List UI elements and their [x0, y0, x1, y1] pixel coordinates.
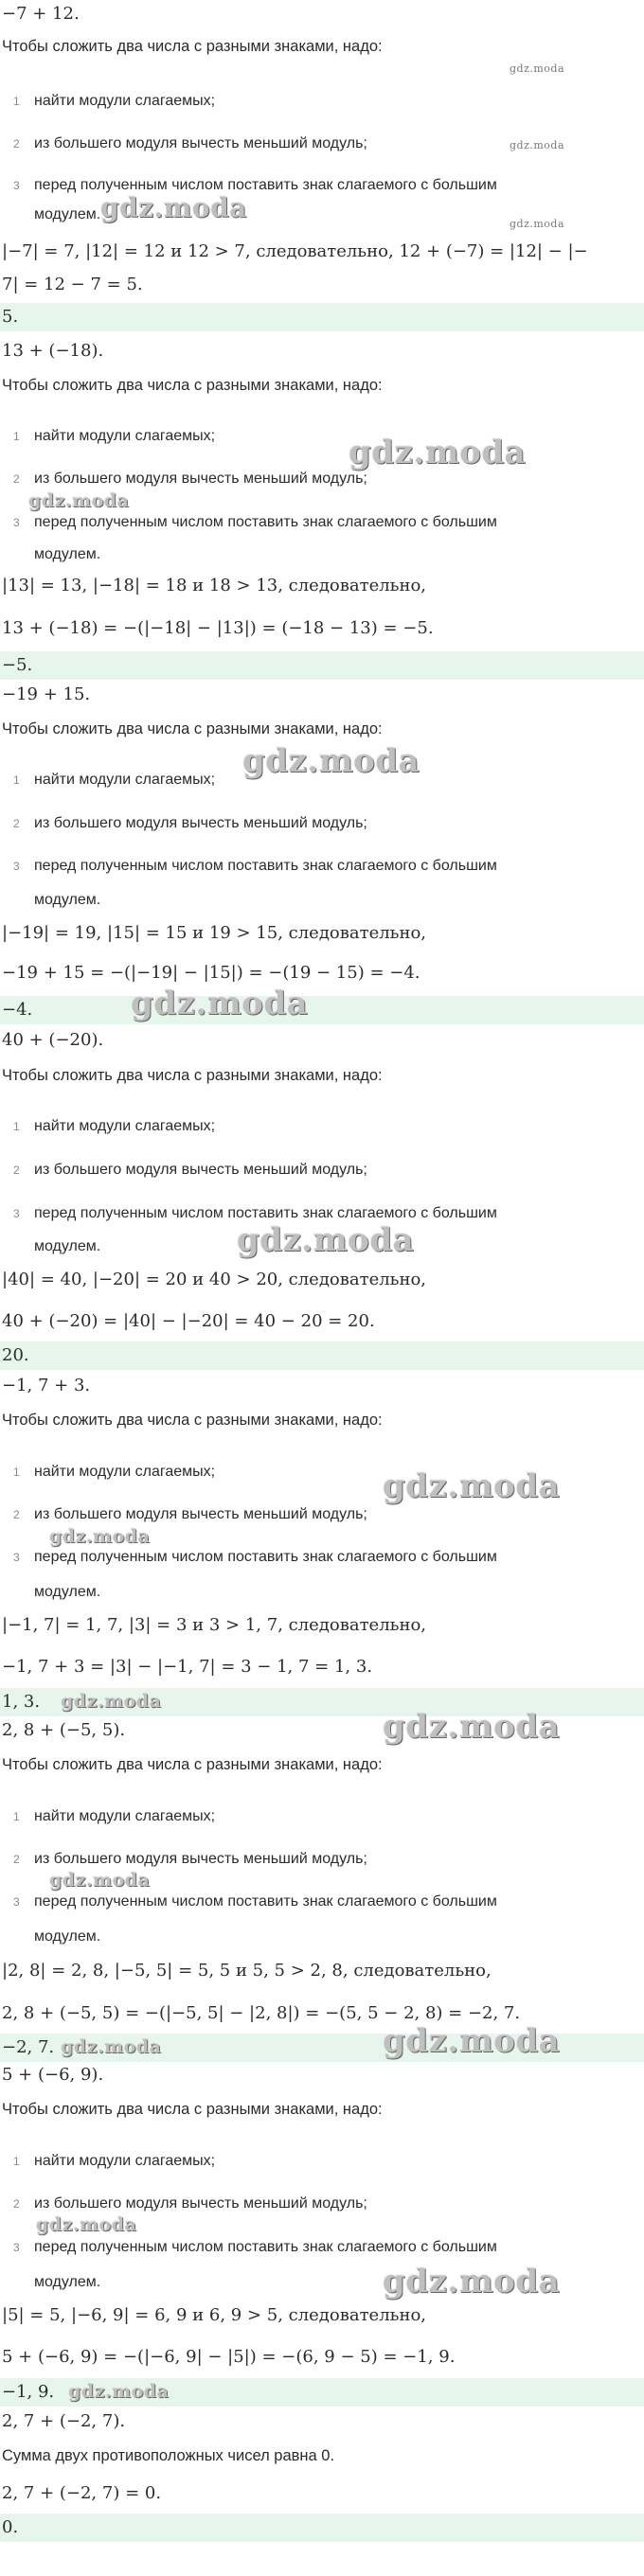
- calc-line-1: |−7| = 7, |12| = 12 и 12 > 7, следовательно, 12 + (−7) = |12| − |−: [2, 241, 588, 261]
- watermark: gdz.moda: [61, 2036, 162, 2057]
- calc-line-1: |5| = 5, |−6, 9| = 6, 9 и 6, 9 > 5, следовательно,: [2, 2305, 426, 2325]
- answer-row: −4.: [0, 996, 644, 1024]
- step-2: 2 из большего модуля вычесть меньший модуль;: [13, 1851, 367, 1867]
- rule-text: Чтобы сложить два числа с разными знаками, надо:: [2, 720, 383, 737]
- answer-row: −2, 7.: [0, 2034, 644, 2062]
- answer-row: 1, 3.: [0, 1688, 644, 1716]
- calc-line-2: −1, 7 + 3 = |3| − |−1, 7| = 3 − 1, 7 = 1, 3.: [2, 1657, 373, 1677]
- answer-row: −1, 9.: [0, 2378, 644, 2407]
- step-1: 1 найти модули слагаемых;: [13, 772, 216, 788]
- watermark: gdz.moda: [383, 2263, 561, 2301]
- rule-text: Сумма двух противоположных чисел равна 0.: [2, 2447, 335, 2464]
- step-3-continuation: модулем.: [34, 1584, 101, 1600]
- rule-text: Чтобы сложить два числа с разными знаками, надо:: [2, 1756, 383, 1773]
- watermark: gdz.moda: [36, 2214, 137, 2235]
- watermark: gdz.moda: [510, 139, 565, 151]
- watermark: gdz.moda: [68, 2381, 170, 2402]
- answer-row: 5.: [0, 303, 644, 331]
- step-3-continuation: модулем.: [34, 1238, 101, 1254]
- watermark: gdz.moda: [383, 2022, 561, 2060]
- step-3: 3 перед полученным числом поставить знак слагаемого с большим: [13, 1893, 497, 1910]
- step-3-continuation: модулем.: [34, 892, 101, 908]
- watermark: gdz.moda: [100, 192, 247, 223]
- step-2: 2 из большего модуля вычесть меньший модуль;: [13, 2195, 367, 2212]
- step-2: 2 из большего модуля вычесть меньший модуль;: [13, 135, 367, 151]
- task-expression: 40 + (−20).: [2, 1030, 104, 1050]
- step-1: 1 найти модули слагаемых;: [13, 2153, 216, 2169]
- answer-row: −5.: [0, 651, 644, 680]
- calc-line-2: 2, 8 + (−5, 5) = −(|−5, 5| − |2, 8|) = −(5, 5 − 2, 8) = −2, 7.: [2, 2003, 521, 2023]
- watermark: gdz.moda: [383, 1467, 561, 1505]
- step-3: 3 перед полученным числом поставить знак слагаемого с большим: [13, 1549, 497, 1565]
- task-expression: −1, 7 + 3.: [2, 1376, 91, 1395]
- watermark: gdz.moda: [49, 1870, 151, 1891]
- calc-line-1: |2, 8| = 2, 8, |−5, 5| = 5, 5 и 5, 5 > 2, 8, следовательно,: [2, 1961, 492, 1981]
- step-3-continuation: модулем.: [34, 2274, 101, 2290]
- calc-line-2: −19 + 15 = −(|−19| − |15|) = −(19 − 15) = −4.: [2, 963, 420, 983]
- calc-line-2: 7| = 12 − 7 = 5.: [2, 275, 143, 294]
- watermark: gdz.moda: [242, 742, 420, 780]
- watermark: gdz.moda: [349, 434, 527, 471]
- watermark: gdz.moda: [28, 490, 130, 511]
- step-3: 3 перед полученным числом поставить знак слагаемого с большим: [13, 514, 497, 530]
- step-2: 2 из большего модуля вычесть меньший модуль;: [13, 815, 367, 831]
- step-2: 2 из большего модуля вычесть меньший модуль;: [13, 1162, 367, 1178]
- watermark: gdz.moda: [131, 985, 309, 1022]
- watermark: gdz.moda: [510, 218, 565, 230]
- step-1: 1 найти модули слагаемых;: [13, 93, 216, 109]
- task-expression: 5 + (−6, 9).: [2, 2065, 104, 2085]
- step-1: 1 найти модули слагаемых;: [13, 1118, 216, 1134]
- step-3-continuation: модулем.: [34, 546, 101, 562]
- answer-row: 0.: [0, 2514, 644, 2542]
- rule-text: Чтобы сложить два числа с разными знаками, надо:: [2, 1067, 383, 1084]
- step-3: 3 перед полученным числом поставить знак слагаемого с большим: [13, 858, 497, 874]
- rule-text: Чтобы сложить два числа с разными знаками, надо:: [2, 1412, 383, 1429]
- task-expression: 13 + (−18).: [2, 341, 104, 361]
- calc-line-2: 40 + (−20) = |40| − |−20| = 40 − 20 = 20.: [2, 1311, 375, 1331]
- step-3-continuation: модулем.: [34, 1928, 101, 1945]
- step-2: 2 из большего модуля вычесть меньший модуль;: [13, 1506, 367, 1522]
- calc-line-1: |−19| = 19, |15| = 15 и 19 > 15, следовательно,: [2, 923, 427, 943]
- calc-line-1: |−1, 7| = 1, 7, |3| = 3 и 3 > 1, 7, следовательно,: [2, 1615, 426, 1635]
- answer-row: 20.: [0, 1341, 644, 1370]
- calc-line-2: 13 + (−18) = −(|−18| − |13|) = (−18 − 13) = −5.: [2, 618, 434, 638]
- step-1: 1 найти модули слагаемых;: [13, 1808, 216, 1824]
- step-3-continuation: модулем.: [34, 206, 101, 222]
- step-3: 3 перед полученным числом поставить знак слагаемого с большим: [13, 1205, 497, 1221]
- task-expression: 2, 8 + (−5, 5).: [2, 1720, 126, 1740]
- calc-line-2: 5 + (−6, 9) = −(|−6, 9| − |5|) = −(6, 9 − 5) = −1, 9.: [2, 2347, 456, 2367]
- step-1: 1 найти модули слагаемых;: [13, 428, 216, 444]
- task-expression: 2, 7 + (−2, 7).: [2, 2411, 126, 2431]
- step-2: 2 из большего модуля вычесть меньший модуль;: [13, 471, 367, 487]
- watermark: gdz.moda: [383, 1708, 561, 1746]
- rule-text: Чтобы сложить два числа с разными знаками, надо:: [2, 38, 383, 55]
- rule-text: Чтобы сложить два числа с разными знаками, надо:: [2, 377, 383, 394]
- watermark: gdz.moda: [237, 1221, 415, 1259]
- watermark: gdz.moda: [61, 1691, 162, 1712]
- task-expression: −19 + 15.: [2, 684, 91, 704]
- rule-text: Чтобы сложить два числа с разными знаками, надо:: [2, 2101, 383, 2118]
- calc-line: 2, 7 + (−2, 7) = 0.: [2, 2483, 162, 2503]
- watermark: gdz.moda: [49, 1526, 151, 1547]
- watermark: gdz.moda: [510, 62, 565, 75]
- task-expression: −7 + 12.: [2, 4, 80, 24]
- calc-line-1: |13| = 13, |−18| = 18 и 18 > 13, следовательно,: [2, 576, 427, 595]
- step-1: 1 найти модули слагаемых;: [13, 1464, 216, 1480]
- calc-line-1: |40| = 40, |−20| = 20 и 40 > 20, следовательно,: [2, 1270, 427, 1289]
- step-3: 3 перед полученным числом поставить знак слагаемого с большим: [13, 2239, 497, 2255]
- step-3: 3 перед полученным числом поставить знак слагаемого с большим: [13, 177, 497, 193]
